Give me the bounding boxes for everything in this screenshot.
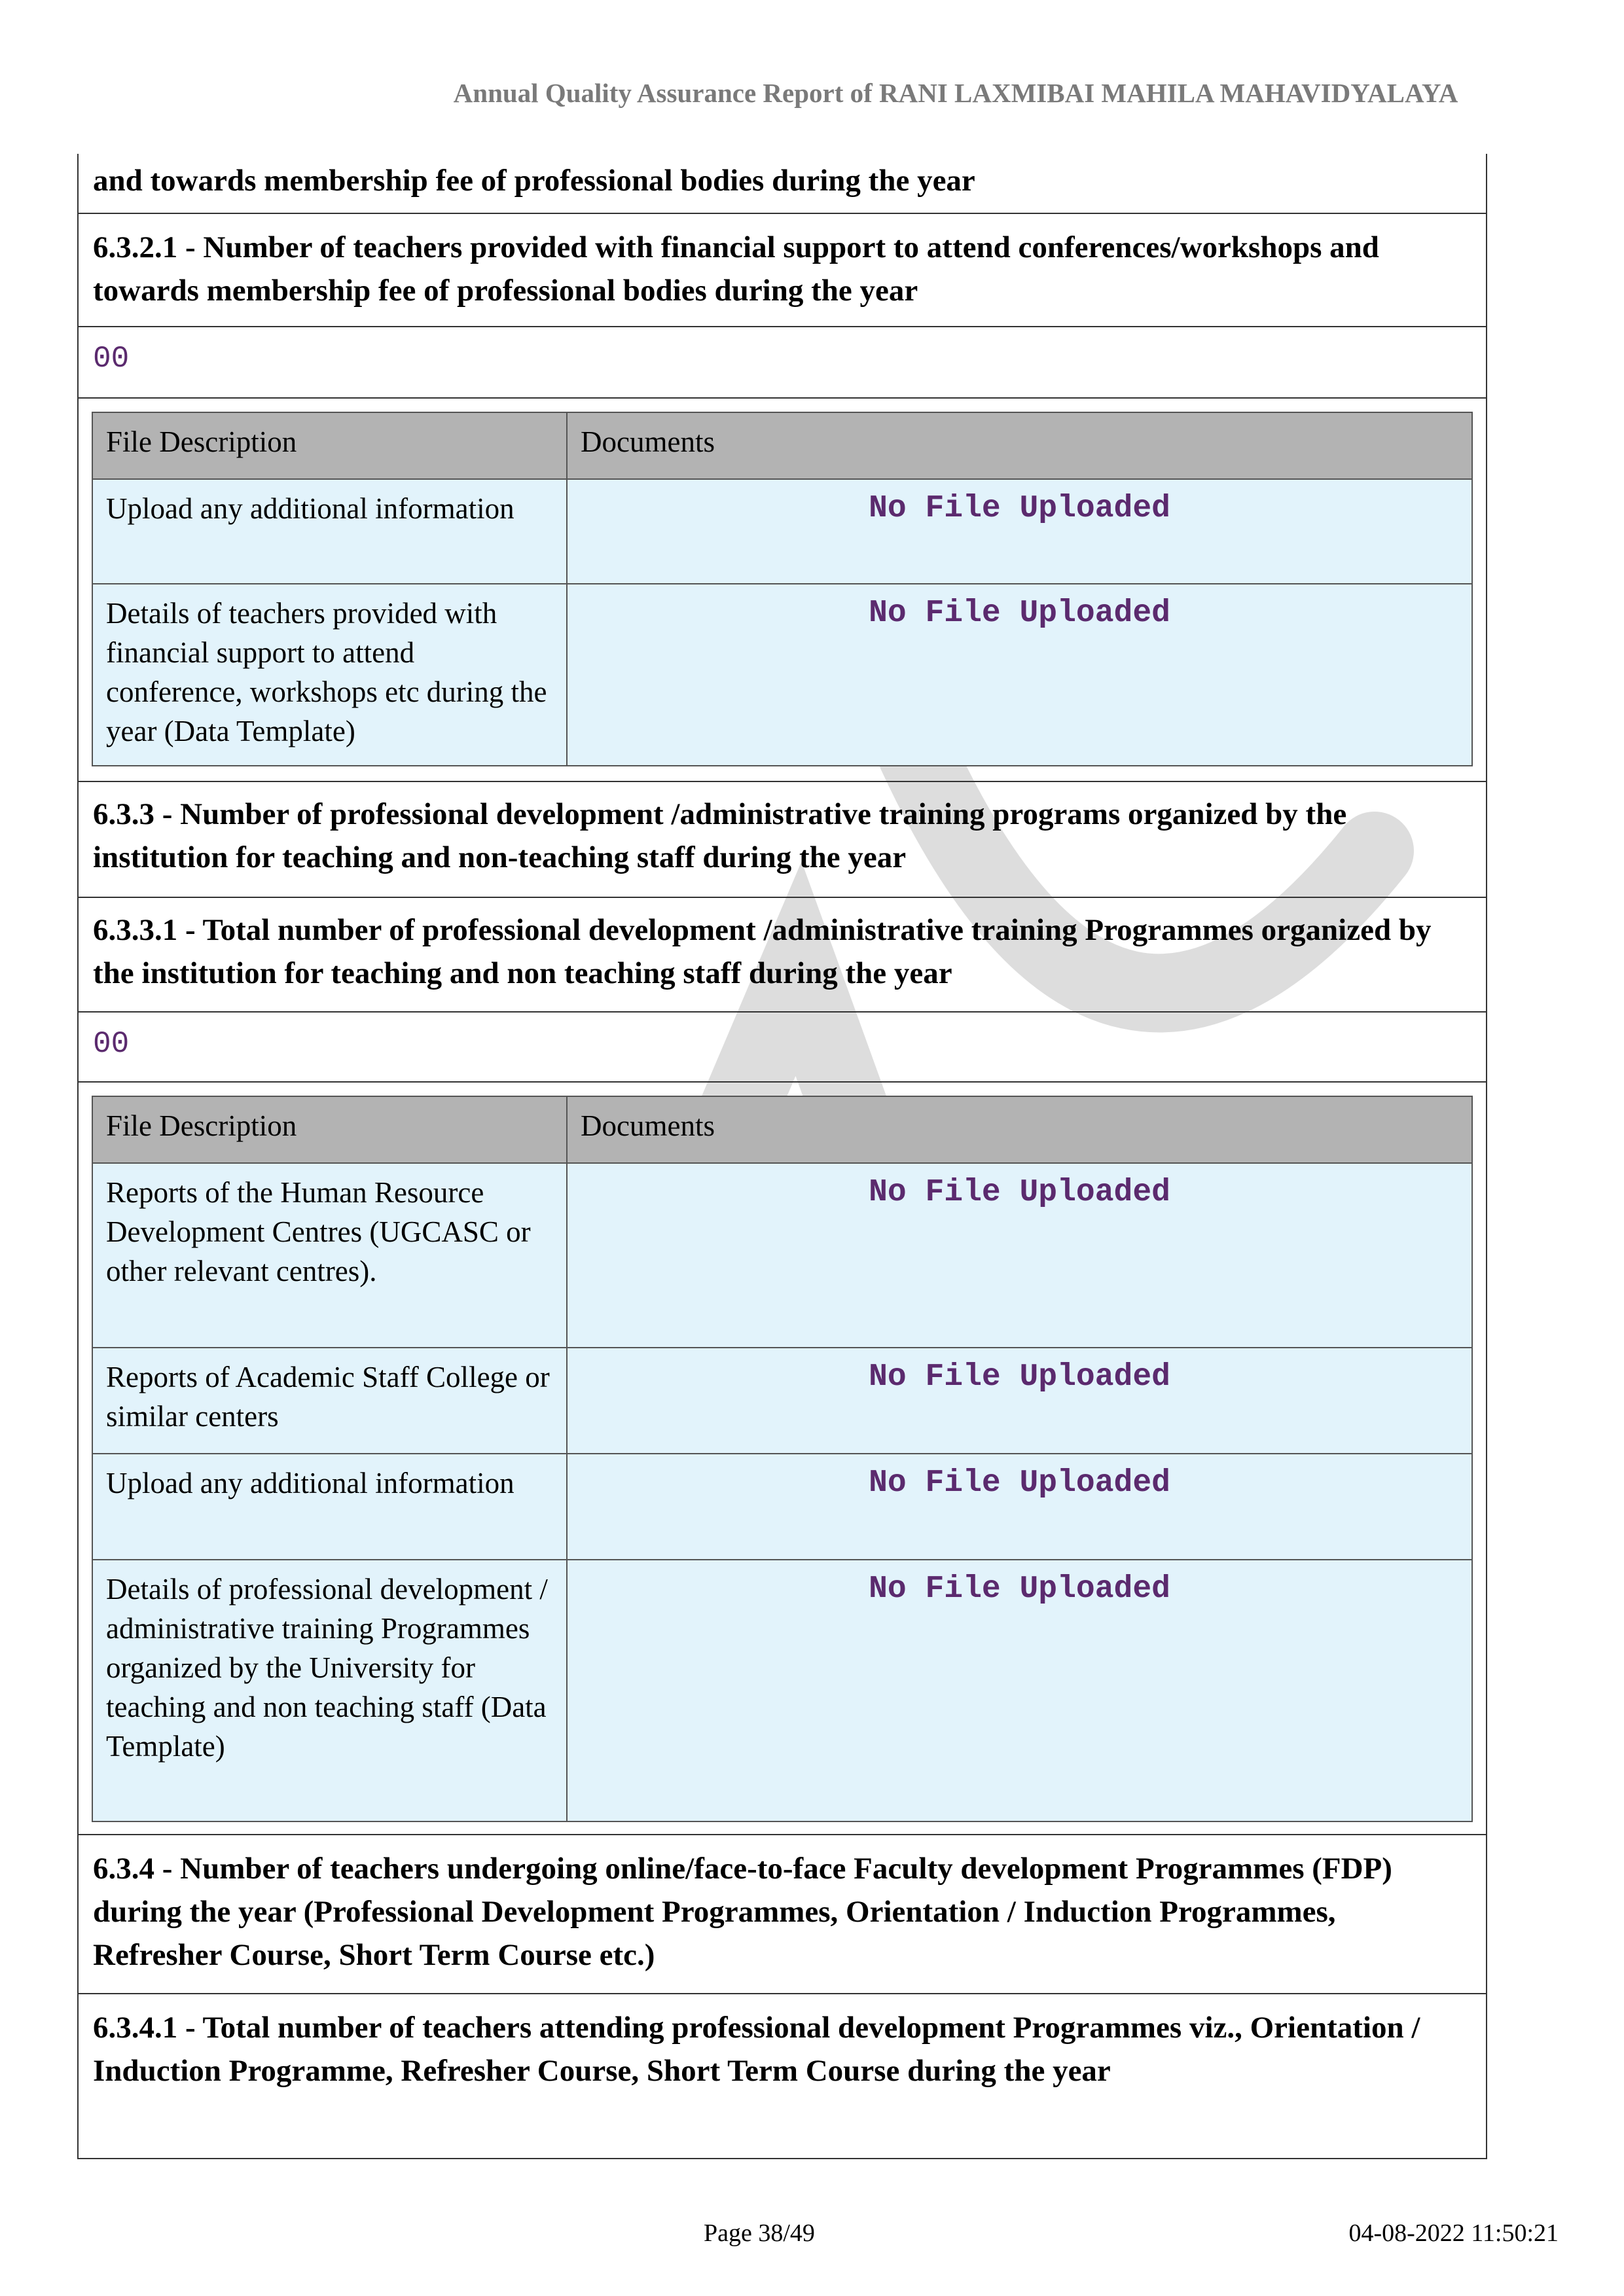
question-6-3-2-1 (79, 213, 1486, 326)
question-6-3-4 (79, 1834, 1486, 1993)
question-6-3-3-title: 6.3.3 - Number of professional development /administrative training programs organized by the institution for teaching and non-teaching staff during the year (93, 797, 1347, 874)
file-table-2 (92, 1096, 1473, 1822)
file-table-1-row (79, 397, 1486, 781)
page-number: Page 38/49 (704, 2219, 815, 2247)
table-header-row (92, 1096, 1472, 1163)
table-row (92, 1560, 1472, 1821)
answer-6-3-3-1-value: 00 (93, 1027, 130, 1061)
file-description-cell: Reports of the Human Resource Development Centres (UGCASC or other relevant centres). (92, 1163, 567, 1348)
document-status-link[interactable]: No File Uploaded (567, 1348, 1472, 1454)
question-6-3-4-1-title: 6.3.4.1 - Total number of teachers attending professional development Programmes viz., Orientation / Induction Programme, Refresher Course, Short Term Course during the year (93, 2011, 1420, 2088)
table-row (92, 1163, 1472, 1348)
file-description-cell: Details of teachers provided with financial support to attend conference, workshops etc during the year (Data Template) (92, 584, 567, 766)
column-header-documents: Documents (567, 1096, 1472, 1163)
document-status-link[interactable]: No File Uploaded (567, 1560, 1472, 1821)
question-6-3-3-1 (79, 897, 1486, 1011)
document-status-link[interactable]: No File Uploaded (567, 1163, 1472, 1348)
file-table-2-row (79, 1081, 1486, 1834)
page-header-title: Annual Quality Assurance Report of RANI LAXMIBAI MAHILA MAHAVIDYALAYA (453, 78, 1458, 108)
question-6-3-3-1-title: 6.3.3.1 - Total number of professional development /administrative training Programmes organized by the institution for teaching and non teaching staff during the year (93, 913, 1432, 990)
question-6-3-3 (79, 781, 1486, 897)
question-6-3-2-1-title: 6.3.2.1 - Number of teachers provided with financial support to attend conferences/workshops and towards membership fee of professional bodies during the year (93, 230, 1379, 308)
report-section-box (77, 154, 1487, 2159)
answer-6-3-2-1-value: 00 (93, 342, 130, 376)
column-header-file-description: File Description (92, 1096, 567, 1163)
continued-question-row (79, 154, 1486, 213)
file-description-cell: Details of professional development / administrative training Programmes organized by the University for teaching and non teaching staff (Data Template) (92, 1560, 567, 1821)
table-row (92, 1454, 1472, 1560)
file-description-cell: Upload any additional information (92, 1454, 567, 1560)
table-row (92, 1348, 1472, 1454)
question-6-3-4-title: 6.3.4 - Number of teachers undergoing online/face-to-face Faculty development Programmes (FDP) during the year (Professional Development Programmes, Orientation / Induction Programmes, Refresher Course, Short Term Course etc.) (93, 1852, 1392, 1972)
document-status-link[interactable]: No File Uploaded (567, 584, 1472, 766)
document-status-link[interactable]: No File Uploaded (567, 479, 1472, 584)
column-header-documents: Documents (567, 412, 1472, 479)
file-description-cell: Upload any additional information (92, 479, 567, 584)
file-description-cell: Reports of Academic Staff College or similar centers (92, 1348, 567, 1454)
generated-timestamp: 04-08-2022 11:50:21 (1348, 2219, 1559, 2247)
document-status-link[interactable]: No File Uploaded (567, 1454, 1472, 1560)
answer-6-3-3-1 (79, 1011, 1486, 1081)
answer-6-3-2-1 (79, 326, 1486, 397)
column-header-file-description: File Description (92, 412, 567, 479)
table-row (92, 479, 1472, 584)
table-header-row (92, 412, 1472, 479)
table-row (92, 584, 1472, 766)
question-6-3-4-1 (79, 1993, 1486, 2158)
file-table-1 (92, 412, 1473, 766)
continued-question-text: and towards membership fee of professional bodies during the year (93, 164, 975, 198)
